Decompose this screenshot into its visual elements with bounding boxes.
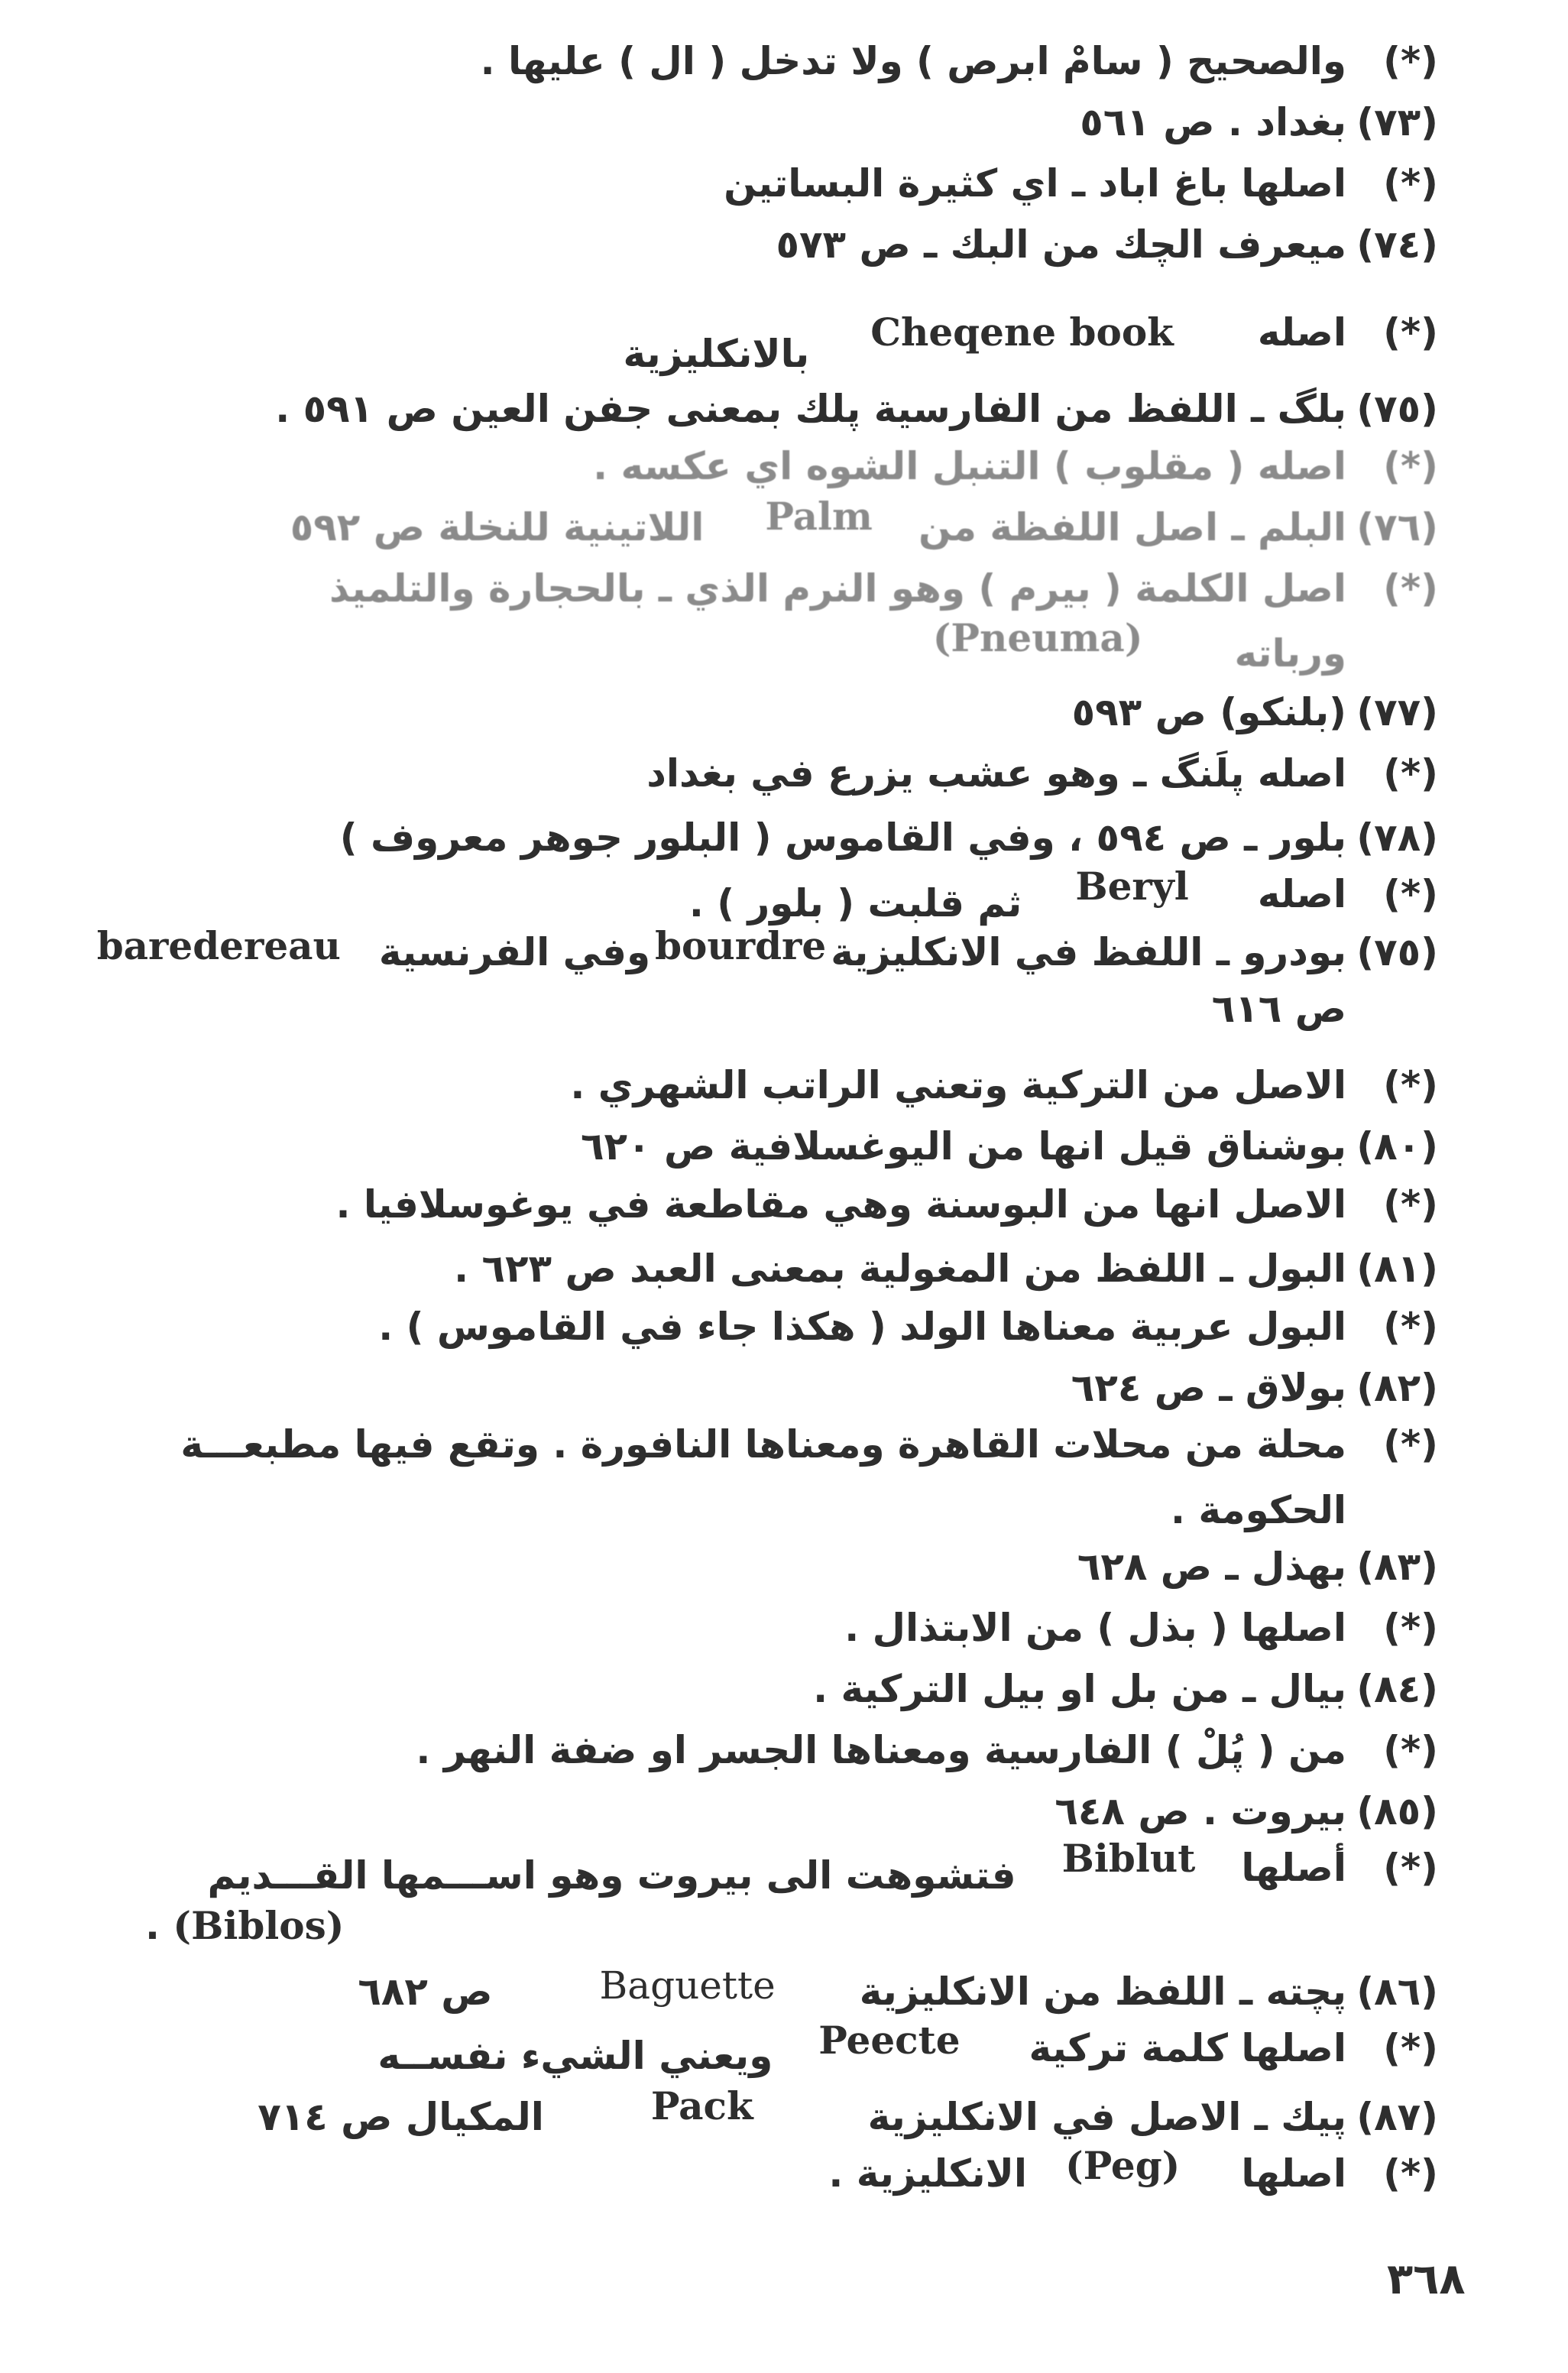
latin-term: bourdre: [655, 923, 827, 968]
entry-text: البلم ـ اصل اللفظة من: [918, 505, 1346, 549]
entry-text: اصله پلَنگ ـ وهو عشب يزرع في بغداد: [646, 751, 1346, 796]
entry-text: بيال ـ من بل او بيل التركية .: [813, 1667, 1346, 1711]
entry-text: الاصل من التركية وتعني الراتب الشهري .: [570, 1063, 1346, 1107]
entry-text: ص ٦١٦: [1211, 987, 1346, 1031]
entry-text: اصله: [1257, 310, 1346, 355]
entry-number: (٨٥): [1356, 1789, 1438, 1833]
entry-number: (٨٠): [1356, 1124, 1438, 1169]
star-marker: (*): [1383, 566, 1438, 611]
entry-note: [570, 1058, 1438, 1112]
star-marker: (*): [1383, 161, 1438, 206]
entry-text: البول ـ اللفظ من المغولية بمعنى العبد ص ٦٢٣ .: [454, 1246, 1346, 1291]
star-marker: (*): [1383, 1422, 1438, 1467]
entry-75: [275, 382, 1438, 436]
star-marker: (*): [1383, 1606, 1438, 1650]
entry-77: [1072, 686, 1438, 739]
entry-text: أصلها: [1241, 1846, 1346, 1890]
latin-term: Beryl: [1075, 864, 1189, 909]
entry-text: بولاق ـ ص ٦٢٤: [1071, 1366, 1346, 1410]
entry-text: اصله: [1257, 872, 1346, 916]
entry-note: [377, 2018, 1438, 2078]
entry-text: من ( پُلْ ) الفارسية ومعناها الجسر او ضفة النهر .: [416, 1728, 1346, 1772]
entry-text: المكيال ص ٧١٤: [258, 2095, 544, 2139]
entry-number: (٨٢): [1356, 1366, 1438, 1410]
latin-term: Peecte: [818, 2018, 961, 2063]
entry-continuation-faded: [932, 611, 1346, 676]
star-marker: (*): [1383, 1182, 1438, 1227]
star-marker: (*): [1383, 872, 1438, 916]
entry-continuation: [1171, 1483, 1346, 1537]
entry-note: [646, 747, 1438, 800]
entry-74: [776, 218, 1438, 271]
entry-text: اصلها كلمة تركية: [1029, 2026, 1346, 2070]
entry-text: پچته ـ اللفظ من الانكليزية: [859, 1969, 1346, 2014]
entry-text: بلور ـ ص ٥٩٤ ، وفي القاموس ( البلور جوهر معروف ): [339, 815, 1346, 860]
entry-note: [378, 1300, 1438, 1353]
entry-number: (٨٤): [1356, 1667, 1438, 1711]
entry-86: [358, 1965, 1438, 2018]
star-marker: (*): [1383, 2026, 1438, 2070]
entry-number: (٧٣): [1356, 100, 1438, 144]
entry-number: (٨٦): [1356, 1969, 1438, 2014]
entry-73: [1080, 96, 1438, 149]
entry-text: بالانكليزية: [623, 332, 810, 376]
entry-text: اللاتينية للنخلة ص ٥٩٢: [290, 505, 705, 549]
entry-text: فتشوهت الى بيروت وهو اســـمها القـــديم: [207, 1853, 1016, 1898]
latin-term: Palm: [765, 494, 873, 539]
entry-text: وفي الفرنسية: [378, 930, 651, 974]
entry-82: [1071, 1361, 1438, 1415]
star-marker: (*): [1383, 751, 1438, 796]
entry-number: (٨٧): [1356, 2095, 1438, 2139]
star-marker: (*): [1383, 1846, 1438, 1890]
entry-text: بودرو ـ اللفظ في الانكليزية: [831, 930, 1346, 974]
entry-text: اصله ( مقلوب ) التنبل الشوه اي عكسه .: [593, 444, 1346, 488]
star-marker: (*): [1383, 1305, 1438, 1349]
entry-81: [454, 1242, 1438, 1295]
entry-text: ميعرف الچك من البك ـ ص ٥٧٣: [776, 222, 1346, 267]
entry-text: محلة من محلات القاهرة ومعناها النافورة . وتقع فيها مطبعـــة: [180, 1422, 1346, 1467]
entry-83: [1077, 1540, 1438, 1593]
entry-text: اصلها باغ اباد ـ اي كثيرة البساتين: [724, 161, 1346, 206]
entry-85: [1055, 1785, 1438, 1838]
star-marker: (*): [1383, 310, 1438, 355]
entry-note: [844, 1601, 1438, 1655]
star-marker: (*): [1383, 2151, 1438, 2196]
entry-text: بغداد . ص ٥٦١: [1080, 100, 1346, 144]
star-marker: (*): [1383, 444, 1438, 488]
entry-number: (٧٨): [1356, 815, 1438, 860]
entry-text: پيك ـ الاصل في الانكليزية: [867, 2095, 1346, 2139]
entry-text: الاصل انها من البوسنة وهي مقاطعة في يوغوسلافيا .: [335, 1182, 1346, 1227]
entry-note: [481, 34, 1438, 88]
entry-note: [207, 1836, 1438, 1898]
entry-text: (بلنكو) ص ٥٩٣: [1071, 690, 1346, 734]
entry-text: اصل الكلمة ( بيرم ) وهو النرم الذي ـ بالحجارة والتلميذ: [329, 566, 1346, 611]
entry-84: [813, 1662, 1438, 1716]
page-number: ٣٦٨: [1387, 2255, 1466, 2304]
entry-note: [416, 1723, 1438, 1777]
entry-75b: [96, 923, 1438, 979]
latin-term: Pack: [650, 2083, 753, 2128]
entry-number: (٧٥): [1356, 387, 1438, 431]
entry-number: (٧٤): [1356, 222, 1438, 267]
entry-number: (٨١): [1356, 1246, 1438, 1291]
latin-term: Biblut: [1061, 1836, 1196, 1881]
latin-term: (Peg): [1065, 2143, 1181, 2188]
entry-note: [623, 306, 1438, 376]
entry-text: الانكليزية .: [828, 2151, 1027, 2196]
entry-text: اصلها: [1241, 2151, 1346, 2196]
entry-continuation: [145, 1899, 344, 1953]
entry-76: [290, 494, 1438, 554]
entry-number: (٨٣): [1356, 1545, 1438, 1589]
entry-text: ورباته: [1234, 631, 1346, 676]
latin-term: (Biblos): [173, 1903, 345, 1948]
entry-number: (٧٥): [1356, 930, 1438, 974]
entry-note: [688, 864, 1438, 926]
entry-78: [340, 811, 1438, 864]
entry-note: [180, 1418, 1438, 1471]
entry-text: بهذل ـ ص ٦٢٨: [1077, 1545, 1346, 1589]
entry-text: الحكومة .: [1170, 1488, 1346, 1532]
latin-term: baredereau: [96, 923, 341, 968]
entry-text: والصحيح ( سامْ ابرص ) ولا تدخل ( ال ) عليها .: [480, 39, 1346, 83]
latin-term: Baguette: [599, 1963, 776, 2008]
star-marker: (*): [1383, 39, 1438, 83]
entry-text: .: [145, 1904, 160, 1948]
entry-number: (٧٧): [1356, 690, 1438, 734]
entry-note-faded: [593, 439, 1438, 493]
entry-87: [258, 2083, 1438, 2144]
entry-note: [724, 157, 1438, 210]
entry-text: بيروت . ص ٦٤٨: [1055, 1789, 1346, 1833]
entry-note-faded: [329, 562, 1438, 615]
entry-text: اصلها ( بذل ) من الابتذال .: [844, 1606, 1346, 1650]
entry-note: [336, 1178, 1439, 1231]
entry-continuation: [1212, 982, 1346, 1036]
entry-text: البول عربية معناها الولد ( هكذا جاء في القاموس ) .: [378, 1305, 1346, 1349]
star-marker: (*): [1383, 1728, 1438, 1772]
entry-number: (٧٦): [1356, 505, 1438, 549]
entry-80: [581, 1120, 1438, 1173]
entry-text: بوشناق قيل انها من اليوغسلافية ص ٦٢٠: [580, 1124, 1346, 1169]
entry-note: [828, 2143, 1438, 2200]
latin-term: (Pneuma): [932, 615, 1143, 660]
star-marker: (*): [1383, 1063, 1438, 1107]
latin-term: Cheqene book: [870, 310, 1174, 355]
entry-text: ويعني الشيء نفســه: [377, 2034, 773, 2078]
entry-text: بلگ ـ اللفظ من الفارسية پلك بمعنى جفن العين ص ٥٩١ .: [275, 387, 1346, 431]
entry-text: ص ٦٨٢: [358, 1969, 493, 2014]
entry-text: ثم قلبت ( بلور ) .: [688, 881, 1022, 926]
